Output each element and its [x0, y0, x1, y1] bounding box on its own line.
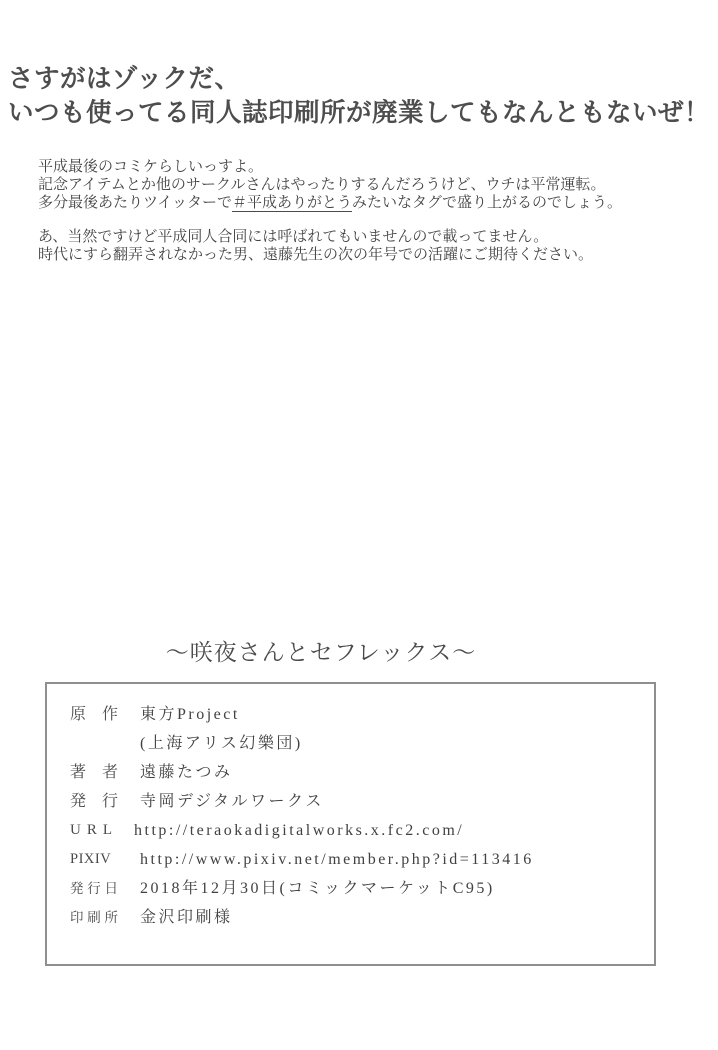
colophon-value-pixiv: http://www.pixiv.net/member.php?id=113416: [140, 851, 534, 868]
paragraph2-line1: あ、当然ですけど平成同人合同には呼ばれてもいませんので載ってません。: [38, 229, 549, 245]
paragraph-author-note: [38, 228, 593, 264]
colophon-row-pixiv: [70, 845, 654, 874]
book-title-container: [0, 634, 642, 667]
colophon-box: [45, 682, 656, 966]
colophon-label-original-work: 原作: [70, 706, 118, 723]
paragraph1-line1: 平成最後のコミケらしいっすよ。: [38, 159, 264, 175]
colophon-row-author: [70, 758, 654, 787]
book-title: ～咲夜さんとセフレックス～: [165, 640, 477, 665]
heading-line-2: いつも使ってる同人誌印刷所が廃業してもなんともないぜ！: [8, 98, 711, 127]
colophon-row-url: [70, 816, 654, 845]
paragraph1-line3: [38, 194, 622, 212]
page-heading: [8, 62, 710, 130]
colophon-label-publisher: 発行: [70, 793, 118, 810]
colophon-value-original-work: [140, 700, 303, 758]
heading-line-1: さすがはゾックだ、: [8, 64, 241, 93]
colophon-value-printer: 金沢印刷様: [140, 909, 233, 926]
paragraph2-line2: 時代にすら翻弄されなかった男、遠藤先生の次の年号での活躍にご期待ください。: [38, 247, 594, 263]
colophon-label-pixiv: PIXIV: [70, 851, 112, 867]
colophon-row-publisher: [70, 787, 654, 816]
colophon-label-author: 著者: [70, 764, 118, 781]
colophon-label-url: URL: [70, 822, 118, 838]
colophon-label-publication-date: 発行日: [70, 881, 118, 896]
colophon-label-printer: 印刷所: [70, 910, 118, 925]
paragraph-comiket: [38, 158, 622, 212]
original-work-title: 東方Project: [140, 706, 240, 723]
colophon-row-printer: [70, 903, 654, 932]
colophon-row-original-work: [70, 700, 654, 758]
colophon-value-publication-date: 2018年12月30日(コミックマーケットC95): [140, 880, 495, 897]
colophon-row-publication-date: [70, 874, 654, 903]
heisei-hashtag: ＃平成ありがとう: [231, 195, 352, 211]
paragraph1-line3-before: 多分最後あたりツイッターで: [38, 195, 232, 211]
paragraph1-line3-after: みたいなタグで盛り上がるのでしょう。: [351, 195, 622, 211]
paragraph1-line2: 記念アイテムとか他のサークルさんはやったりするんだろうけど、ウチは平常運転。: [38, 177, 606, 193]
original-work-circle: (上海アリス幻樂団): [140, 735, 303, 752]
colophon-value-author: 遠藤たつみ: [140, 764, 233, 781]
colophon-value-url: http://teraokadigitalworks.x.fc2.com/: [134, 822, 465, 839]
colophon-value-publisher: 寺岡デジタルワークス: [140, 793, 324, 810]
